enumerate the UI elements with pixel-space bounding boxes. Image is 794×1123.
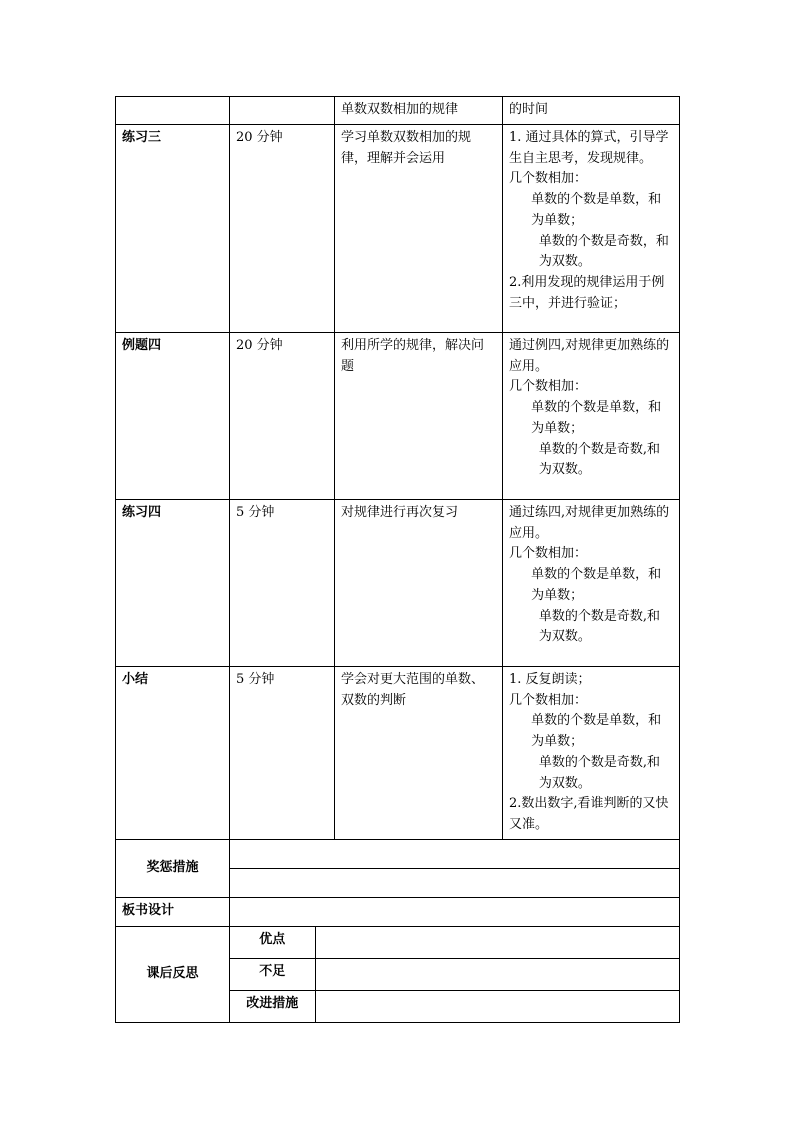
reflection-value [315,990,679,1022]
activity-line: 单数的个数是奇数,和为双数。 [538,608,661,645]
step-goal: 学会对更大范围的单数、双数的判断 [335,667,503,840]
activity-line: 1. 反复朗读； [509,672,591,687]
activity-line: 几个数相加： [509,171,588,187]
step-time: 20 分钟 [230,333,335,500]
step-goal: 学习单数双数相加的规律，理解并会运用 [335,125,503,333]
reflection-subtable-cell [230,926,680,1022]
activity-line: 单数的个数是单数，和为单数； [531,713,662,750]
activity-line: 单数的个数是单数，和为单数； [531,192,662,228]
step-goal: 对规律进行再次复习 [335,500,503,667]
activity-line: 通过练四,对规律更加熟练的应用。 [509,505,670,541]
step-activities [503,667,680,840]
activity-line: 单数的个数是奇数,和为双数。 [538,441,661,478]
header-row [116,97,680,125]
activity-line: 单数的个数是单数，和为单数； [531,567,662,603]
step-time: 5 分钟 [230,667,335,840]
step-name: 小结 [116,667,230,840]
board-design-row [116,897,680,926]
header-cell-3: 单数双数相加的规律 [335,97,503,125]
step-time: 5 分钟 [230,500,335,667]
lesson-plan-table [115,96,680,1023]
reward-row-1 [116,839,680,868]
table-row [116,125,680,333]
step-time: 20 分钟 [230,125,335,333]
activity-line: 1. 通过具体的算式，引导学生自主思考，发现规律。 [509,130,669,166]
reflection-row [116,926,680,1022]
step-name: 练习三 [116,125,230,333]
reward-cell-1 [230,839,680,868]
header-cell-4: 的时间 [503,97,680,125]
reflection-item: 改进措施 [230,990,315,1022]
table-row [116,333,680,500]
reward-cell-2 [230,868,680,897]
activity-line: 通过例四,对规律更加熟练的应用。 [509,338,670,374]
activity-line: 单数的个数是单数，和为单数； [531,400,662,436]
reflection-value [315,958,679,990]
step-goal: 利用所学的规律，解决问题 [335,333,503,500]
step-name: 例题四 [116,333,230,500]
reflection-label: 课后反思 [116,926,230,1022]
activity-line: 2.利用发现的规律运用于例三中，并进行验证； [509,274,665,311]
header-cell-2 [230,97,335,125]
step-activities [503,500,680,667]
activity-line: 几个数相加： [509,546,588,562]
step-activities [503,333,680,500]
reflection-item: 不足 [230,958,315,990]
activity-line: 单数的个数是奇数，和为双数。 [538,233,669,270]
step-activities [503,125,680,333]
activity-line: 单数的个数是奇数,和为双数。 [538,754,661,791]
activity-line: 几个数相加： [509,692,588,708]
table-row [116,500,680,667]
header-cell-1 [116,97,230,125]
activity-line: 几个数相加： [509,379,588,395]
activity-line: 2.数出数字,看谁判断的又快又准。 [509,796,669,832]
board-design-label: 板书设计 [116,897,230,926]
reflection-subtable [230,927,679,1022]
reward-label: 奖惩措施 [116,839,230,897]
reflection-item: 优点 [230,927,315,959]
step-name: 练习四 [116,500,230,667]
reflection-value [315,927,679,959]
table-row [116,667,680,840]
board-design-cell [230,897,680,926]
